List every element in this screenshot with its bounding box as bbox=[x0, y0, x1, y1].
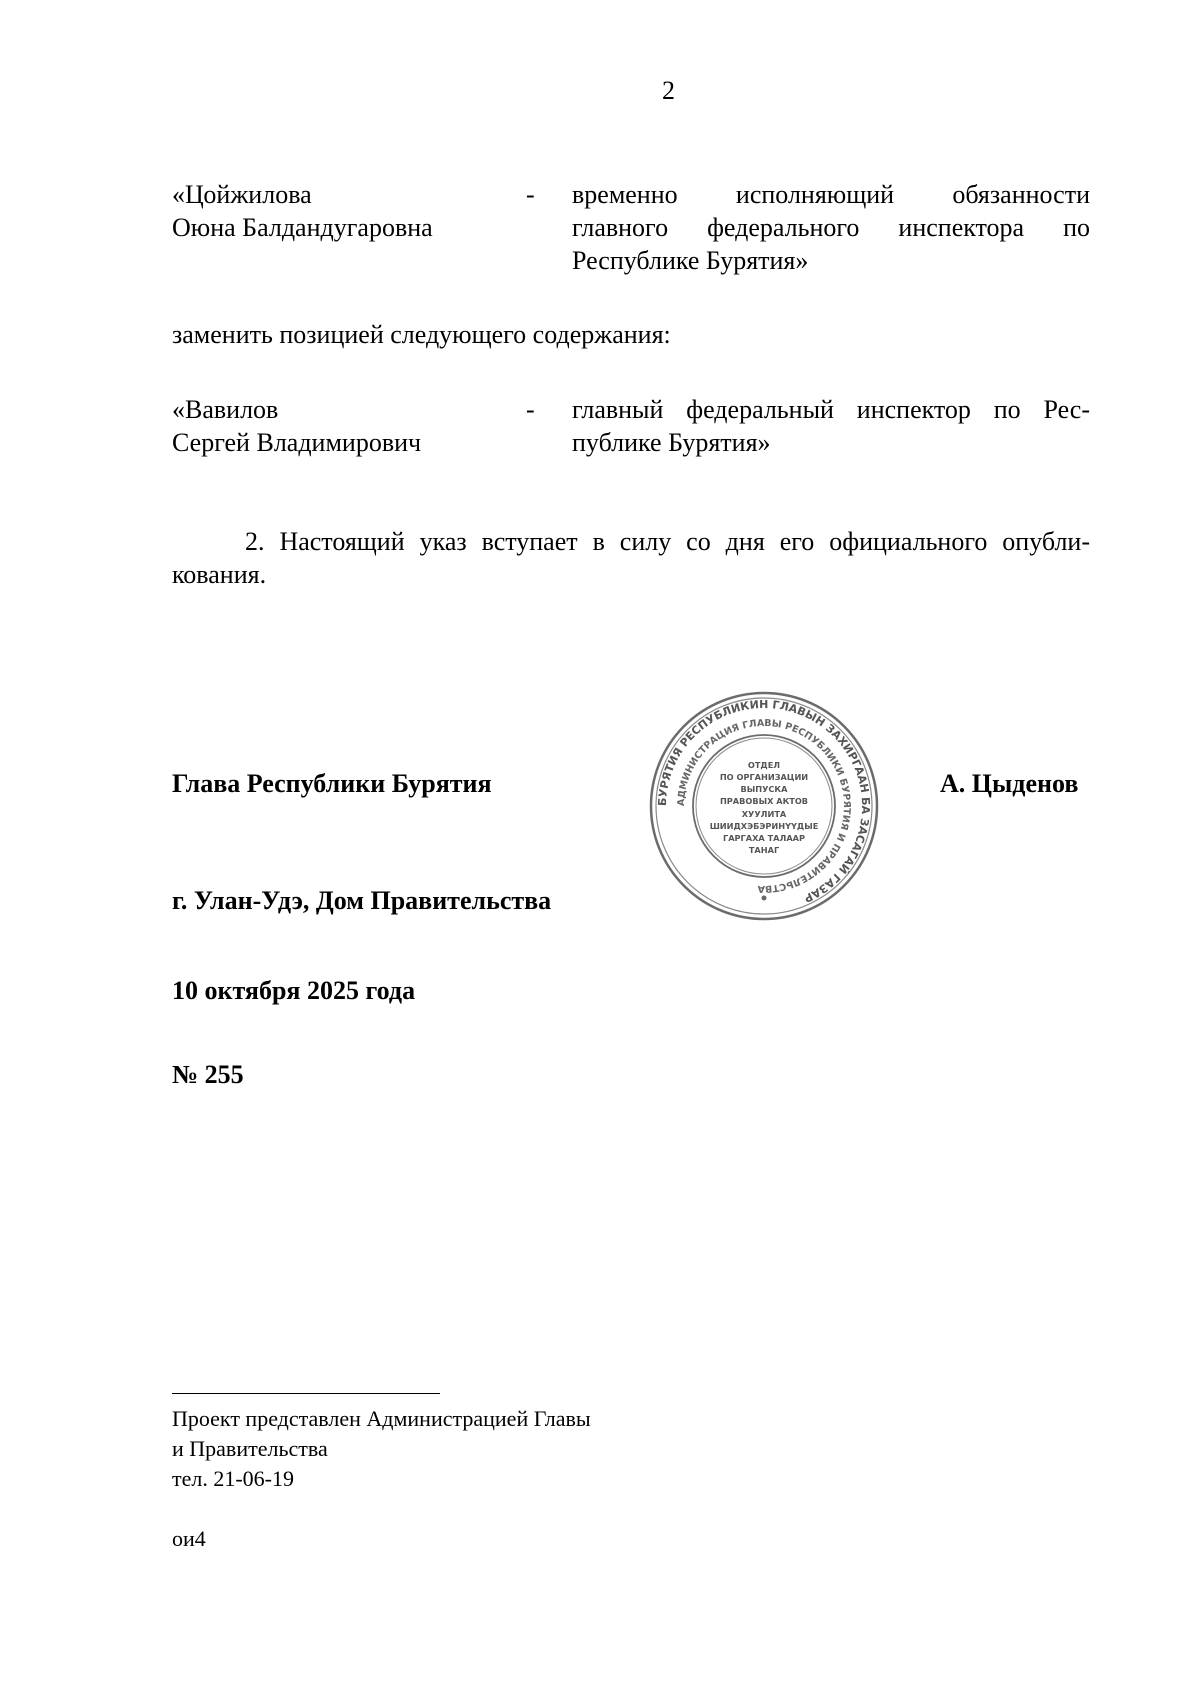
footer-phone: тел. 21-06-19 bbox=[172, 1466, 295, 1491]
new-entry-dash: - bbox=[526, 395, 535, 424]
new-entry-name-line1: «Вавилов bbox=[172, 395, 279, 424]
signature-name: А. Цыденов bbox=[940, 769, 1079, 798]
footer-line2: и Правительства bbox=[172, 1436, 328, 1461]
footer-code: ои4 bbox=[172, 1526, 206, 1551]
seal-inner-ring-text: АДМИНИСТРАЦИЯ ГЛАВЫ РЕСПУБЛИКИ БУРЯТИЯ И ПРАВИТЕЛЬСТВА bbox=[675, 717, 853, 895]
seal-line-2: ПО ОРГАНИЗАЦИИ bbox=[719, 772, 809, 782]
place: г. Улан-Удэ, Дом Правительства bbox=[172, 886, 552, 915]
footer-line1: Проект представлен Администрацией Главы bbox=[172, 1406, 591, 1431]
seal-line-4: ПРАВОВЫХ АКТОВ bbox=[719, 796, 809, 806]
seal-outer-ring-text: БУРЯТИЯ РЕСПУБЛИКИН ГЛАВЫН ЗАХИРГААН БА ЗАСАГАЙ ГАЗАР bbox=[655, 697, 873, 905]
signature-position: Глава Республики Бурятия bbox=[172, 769, 492, 798]
new-entry-desc-line1: главный федеральный инспектор по Рес- bbox=[572, 395, 1090, 424]
official-seal-stamp bbox=[648, 690, 880, 922]
seal-line-5: ХУУЛИТА bbox=[741, 809, 787, 819]
old-entry-desc-line2: главного федерального инспектора по bbox=[572, 213, 1090, 242]
seal-line-6: ШИИДХЭБЭРИНҮҮДЫЕ bbox=[709, 821, 819, 831]
old-entry-desc-line3: Республике Бурятия» bbox=[572, 246, 809, 275]
replace-text: заменить позицией следующего содержания: bbox=[172, 320, 671, 349]
paragraph2-line2: кования. bbox=[172, 560, 267, 589]
old-entry-dash: - bbox=[526, 180, 535, 209]
old-entry-desc-line1: временно исполняющий обязанности bbox=[572, 180, 1090, 209]
old-entry-name-line2: Оюна Балдандугаровна bbox=[172, 213, 433, 242]
footer-divider bbox=[172, 1393, 440, 1394]
seal-line-3: ВЫПУСКА bbox=[740, 784, 788, 794]
decree-number: № 255 bbox=[172, 1060, 244, 1089]
old-entry-name-line1: «Цойжилова bbox=[172, 180, 312, 209]
seal-line-8: ТАНАГ bbox=[748, 845, 780, 855]
new-entry-desc-line2: публике Бурятия» bbox=[572, 428, 771, 457]
date: 10 октября 2025 года bbox=[172, 976, 416, 1005]
seal-line-1: ОТДЕЛ bbox=[747, 760, 781, 770]
new-entry-name-line2: Сергей Владимирович bbox=[172, 428, 422, 457]
paragraph2-line1: 2. Настоящий указ вступает в силу со дня его официального опубли- bbox=[245, 527, 1090, 556]
seal-line-7: ГАРГАХА ТАЛААР bbox=[722, 833, 806, 843]
page-number: 2 bbox=[662, 76, 675, 105]
